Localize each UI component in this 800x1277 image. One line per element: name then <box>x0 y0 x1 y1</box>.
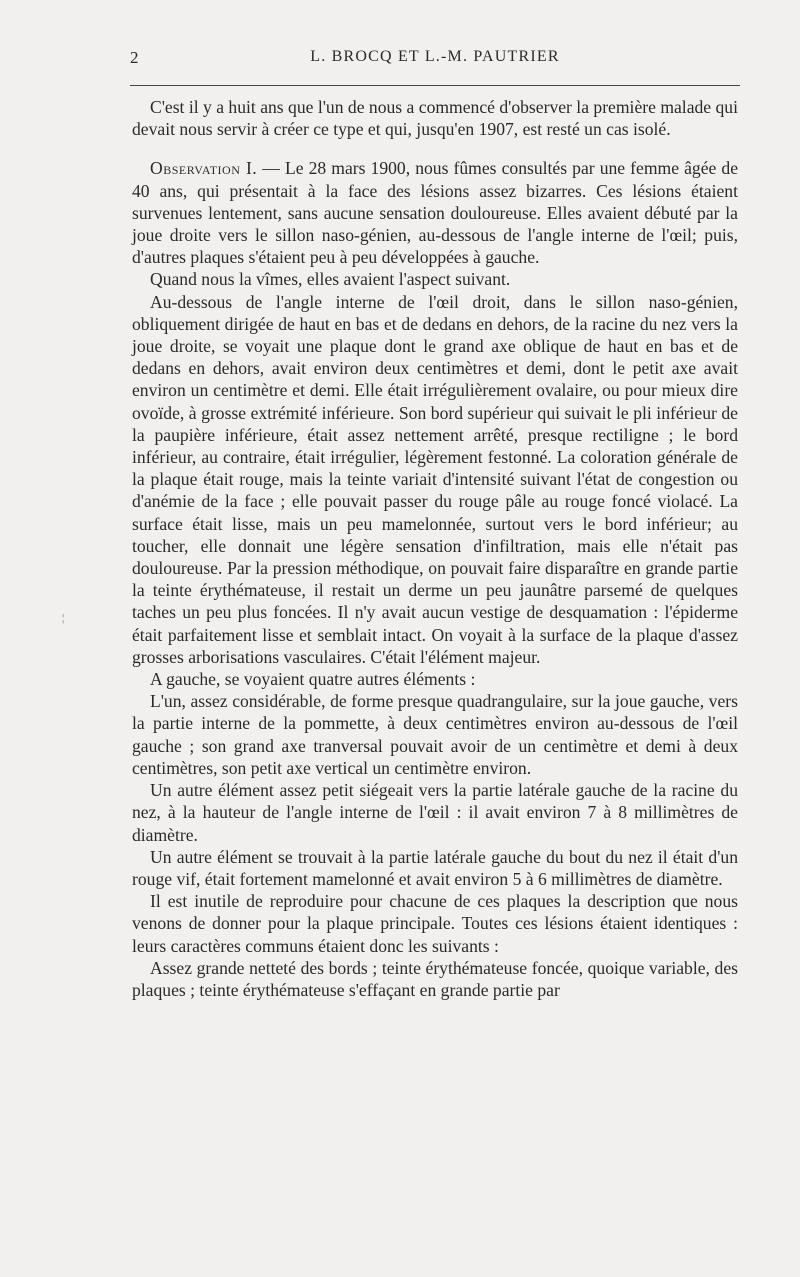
margin-mark: ¦ <box>62 612 65 624</box>
observation-text: — Le 28 mars 1900, nous fûmes consultés par une femme âgée de 40 ans, qui présentait à la face des lésions assez bizarres. Ces lésions étaient survenues lentement, sans aucune sensation douloureuse. Elles avaient débuté par la joue droite vers le sillon naso-génien, au-dessous de l'angle interne de l'œil; puis, d'autres plaques s'étaient peu à peu développées à gauche. <box>132 158 739 268</box>
paragraph: Un autre élément assez petit siégeait vers la partie latérale gauche de la racine du nez, à la hauteur de l'angle interne de l'œil : il avait environ 7 à 8 millimètres de diamètre. <box>132 780 738 845</box>
body-text <box>132 96 738 1001</box>
paragraph: L'un, assez considérable, de forme presque quadrangulaire, sur la joue gauche, vers la partie interne de la pommette, à deux centimètres environ au-dessous de l'œil gauche ; son grand axe tranversal pouvait avoir de un centimètre et demi à deux centimètres, son petit axe vertical un centimètre environ. <box>132 691 738 778</box>
paragraph: Assez grande netteté des bords ; teinte érythémateuse foncée, quoique variable, des plaques ; teinte érythémateuse s'effaçant en grande partie par <box>132 957 738 1000</box>
observation-paragraph <box>132 157 738 268</box>
paragraph: Au-dessous de l'angle interne de l'œil droit, dans le sillon naso-génien, obliquement dirigée de haut en bas et de dedans en dehors, de la racine du nez vers la joue droite, se voyait une plaque dont le grand axe oblique de haut en bas et de dedans en dehors, avait environ deux centimètres et demi, dont le petit axe avait environ un centimètre et demi. Elle était irrégulièrement ovalaire, ou pour mieux dire ovoïde, à grosse extrémité inférieure. Son bord supérieur qui suivait le pli inférieur de la paupière inférieure, était assez nettement arrêté, presque rectiligne ; le bord inférieur, au contraire, était irrégulier, légèrement festonné. La coloration générale de la plaque était rouge, mais la teinte variait d'intensité suivant l'état de congestion ou d'anémie de la face ; elle pouvait passer du rouge pâle au rouge foncé violacé. La surface était lisse, mais un peu mamelonnée, surtout vers le bord inférieur; au toucher, elle donnait une légère sensation d'infiltration, mais elle n'était pas douloureuse. Par la pression méthodique, on pouvait faire disparaître en grande partie la teinte érythémateuse, il restait un derme un peu jaunâtre parsemé de quelques taches un peu plus foncées. Il n'y avait aucun vestige de desquamation : l'épiderme était parfaitement lisse et semblait intact. On voyait à la surface de la plaque d'assez grosses arborisations vasculaires. C'était l'élément majeur. <box>132 291 738 667</box>
running-head: L. BROCQ ET L.-M. PAUTRIER <box>310 48 560 65</box>
paragraph: Quand nous la vîmes, elles avaient l'aspect suivant. <box>150 269 511 290</box>
page-header <box>130 48 740 76</box>
paragraph: A gauche, se voyaient quatre autres éléments : <box>150 669 476 690</box>
page-number: 2 <box>130 48 139 67</box>
observation-label: Observation I. <box>150 158 258 179</box>
paragraph: Un autre élément se trouvait à la partie latérale gauche du bout du nez il était d'un rouge vif, était fortement mamelonné et avait environ 5 à 6 millimètres de diamètre. <box>132 846 738 889</box>
paragraph: Il est inutile de reproduire pour chacune de ces plaques la description que nous venons de donner pour la plaque principale. Toutes ces lésions étaient identiques : leurs caractères communs étaient donc les suivants : <box>132 891 738 956</box>
paragraph: C'est il y a huit ans que l'un de nous a commencé d'observer la première malade qui devait nous servir à créer ce type et qui, jusqu'en 1907, est resté un cas isolé. <box>132 97 738 140</box>
header-rule <box>130 85 740 86</box>
